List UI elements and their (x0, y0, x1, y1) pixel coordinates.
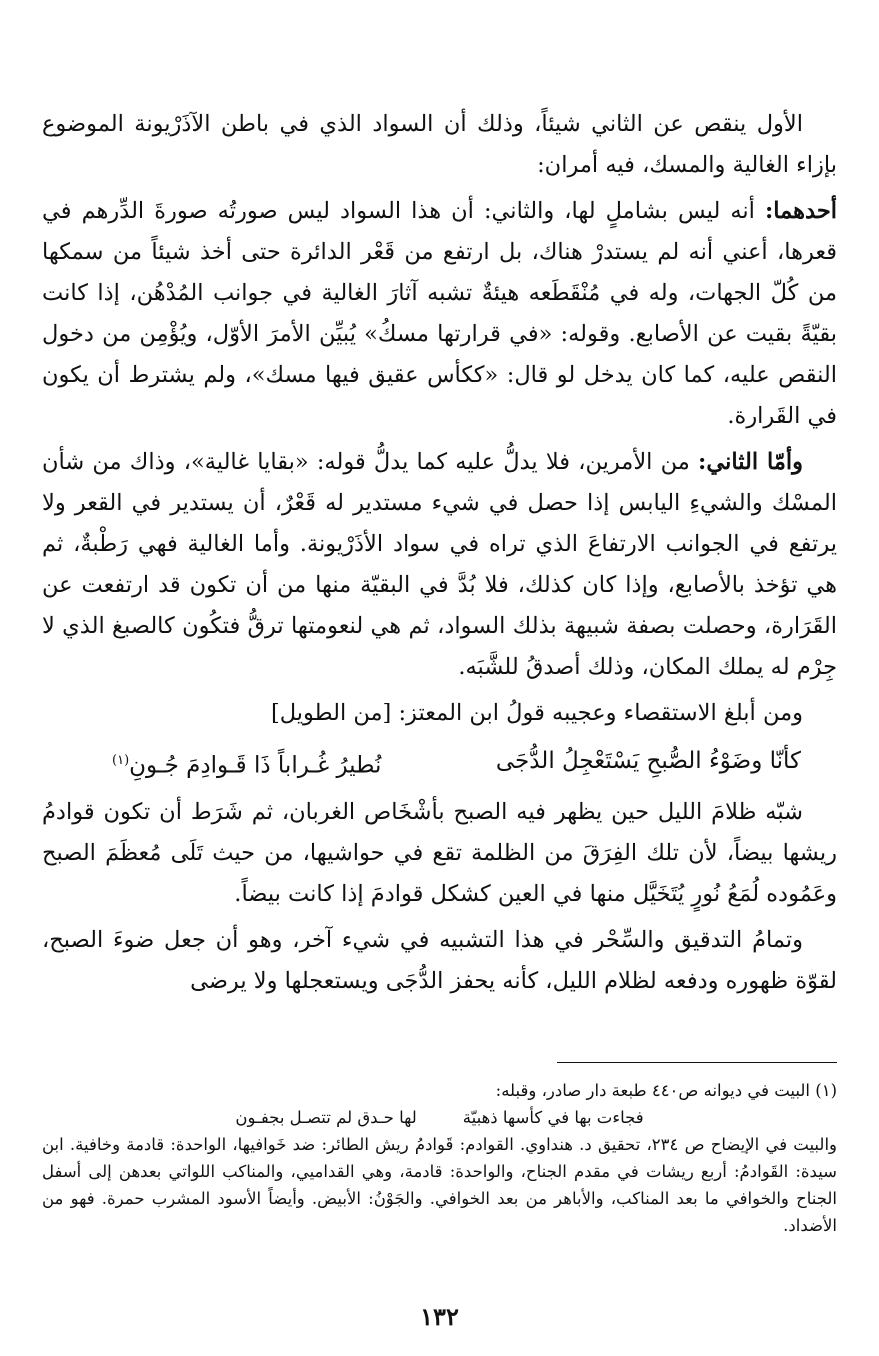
footnote-1: (١) البيت في ديوانه ص٤٤٠ طبعة دار صادر، وقبله: (495, 1081, 837, 1100)
main-text (42, 100, 837, 1007)
footnotes (42, 1077, 837, 1239)
paragraph-3 (42, 442, 837, 688)
paragraph-1: الأول ينقص عن الثاني شيئاً، وذلك أن السواد الذي في باطن الآذَرْيونة الموضوع بإزاء الغالية والمسك، فيه أمران: (42, 111, 837, 178)
paragraph-2 (42, 191, 837, 437)
footnote-verse-second: لها حـدق لم تتصـل بجفـون (235, 1108, 417, 1127)
paragraph-2-body: أنه ليس بشاملٍ لها، والثاني: أن هذا السواد ليس صورتُه صورةَ الدِّرهم في قعرها، أعني أنه لم يستدرْ هناك، بل ارتفع من قَعْر الدائرة حتى أخذ شيئاً من سمكها من كُلّ الجهات، وله في مُنْقَطَعه هيئةٌ تشبه آثارَ الغالية في جوانب المُدْهُن، إذا كانت بقيّةً بقيت عن الأصابع. وقوله: «في قرارتها مسكُ» يُبيِّن الأمرَ الأوّل، ويُؤْمِن من دخول النقص عليه، كما كان يدخل لو قال: «ككأس عقيق فيها مسك»، ولم يشترط أن يكون في القَرارة. (42, 198, 837, 429)
verse-first-hemistich: كأنّا وضَوْءُ الصُّبحِ يَسْتَعْجِلُ الدُّجَى (495, 748, 801, 774)
paragraph-5: شبّه ظلامَ الليل حين يظهر فيه الصبح بأشْخَاص الغربان، ثم شَرَط أن تكون قوادمُ ريشها بيضاً، لأن تلك الفِرَقَ من الظلمة تقع في حواشيها، من حيث تَلَى مُعظَمَ الصبح وعَمُوده لُمَعُ نُورٍ يُتَخَيَّل منها في العين كشكل قوادمَ إذا كانت بيضاً. (42, 798, 837, 907)
paragraph-6: وتمامُ التدقيق والسِّحْر في هذا التشبيه في شيء آخر، وهو أن جعل ضوءَ الصبح، لقوّة ظهوره ودفعه لظلام الليل، كأنه يحفز الدُّجَى ويستعجلها ولا يرضى (42, 926, 837, 994)
footnote-separator (557, 1062, 837, 1063)
verse-second-text: نُطيرُ غُـراباً ذَا قَـوادِمَ جُـونِ (129, 752, 382, 779)
paragraph-3-body: من الأمرين، فلا يدلُّ عليه كما يدلُّ قوله: «بقايا غالية»، وذاك من شأن المسْك والشيءِ اليابس إذا حصل في شيء مستدير له قَعْرٌ، أن يستدير في القعر ولا يرتفع في الجوانب الارتفاعَ الذي تراه في سواد الأذَرْيونة. وأما الغالية فهي رَطْبةٌ، ثم هي تؤخذ بالأصابع، وإذا كان كذلك، فلا بُدَّ في البقيّة منها من أن تكون قد ارتفعت عن القَرَارة، وحصلت بصفة شبيهة بذلك السواد، ثم هي لنعومتها ترقُّ فتكُون كالصبغ الذي لا جِرْم له يملك المكان، وذلك أصدقُ للشَّبَه. (42, 449, 837, 680)
footnote-verse (42, 1104, 837, 1131)
page-number: ١٣٢ (420, 1302, 459, 1331)
footnote-2: والبيت في الإيضاح ص ٢٣٤، تحقيق د. هنداوي. القوادم: قَوادمُ ريش الطائر: ضد خَوافيها، الواحدة: قادمة وخافية. ابن سيدة: القَوادمُ: أربع ريشات في مقدم الجناح، والواحدة: قادمة، وهي القداميي، والمناكب اللواتي بعدهن إلى أسفل الجناح والخوافي ما بعد المناكب، والأباهر من بعد الخوافي. والجَوْنُ: الأبيض. وأيضاً الأسود المشرب حمرة. فهو من الأضداد. (42, 1135, 837, 1235)
verse-second-hemistich (112, 739, 381, 788)
poem-verse (42, 739, 837, 788)
footnote-marker: (١) (112, 753, 130, 768)
paragraph-3-lead: وأمّا الثاني: (698, 449, 803, 475)
paragraph-4: ومن أبلغ الاستقصاء وعجيبه قولُ ابن المعتز: [من الطويل] (270, 700, 803, 726)
paragraph-2-lead: أحدهما: (764, 198, 837, 224)
footnote-verse-first: فجاءت بها في كأسها ذهبيّة (462, 1108, 644, 1127)
